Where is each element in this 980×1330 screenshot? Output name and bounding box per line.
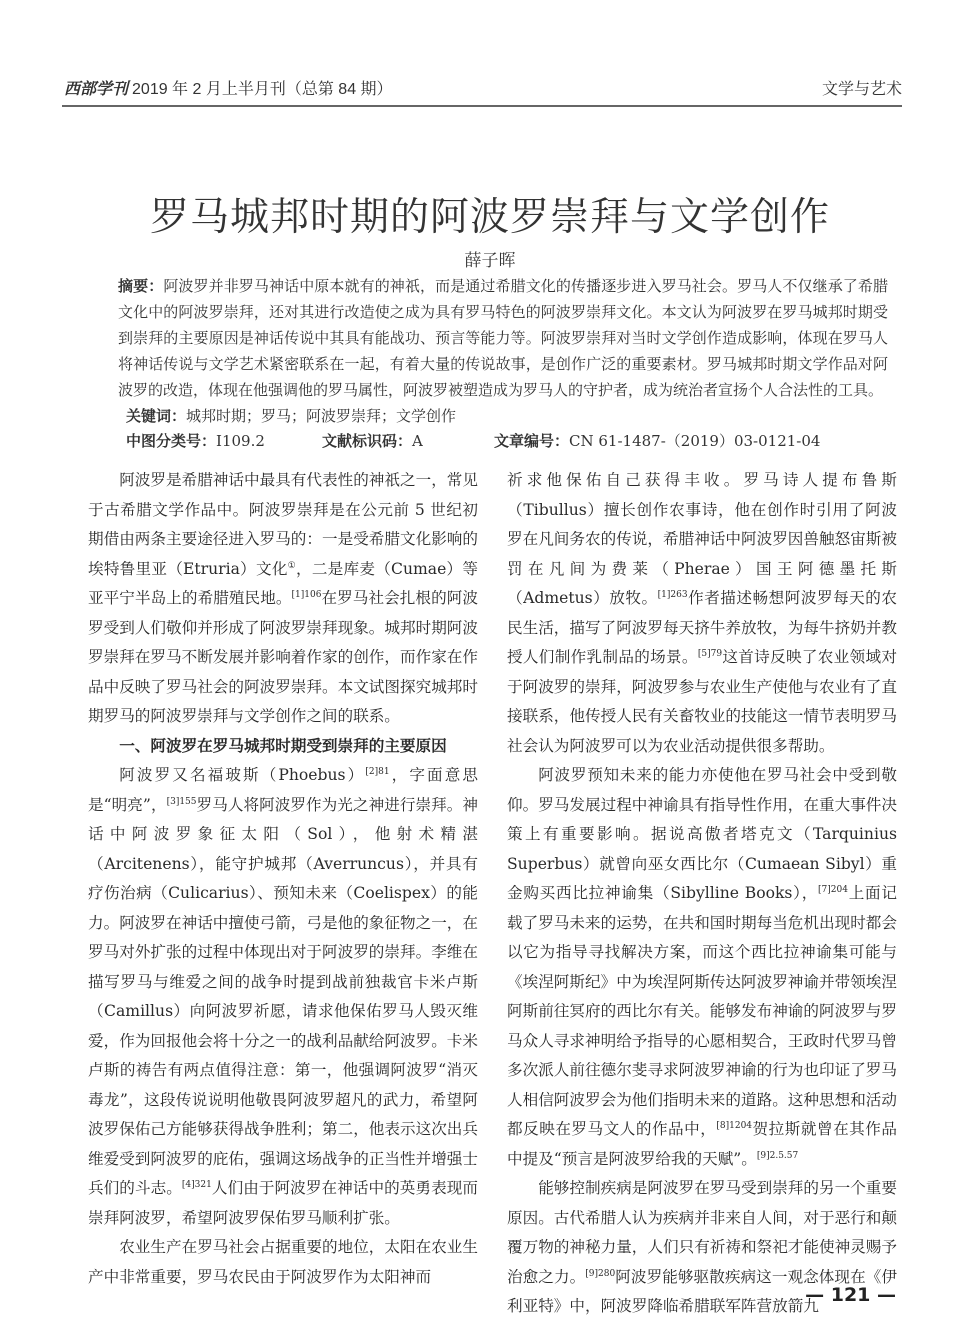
article-number-label: 文章编号： [494, 432, 570, 450]
citation-ref: [5]79 [697, 648, 723, 659]
keywords-label: 关键词： [126, 407, 187, 425]
page-number: — 121 — [805, 1284, 896, 1306]
abstract-label: 摘要： [118, 277, 164, 295]
citation-ref: [1]263 [657, 589, 688, 600]
citation-ref: [1]106 [291, 589, 322, 600]
citation-ref: [2]81 [365, 766, 390, 777]
abstract [118, 273, 888, 403]
clc-label: 中图分类号： [126, 432, 217, 450]
clc-value: I109.2 [216, 432, 265, 450]
body-column-right [507, 466, 897, 1322]
header-rule [62, 105, 902, 107]
citation-ref: [9]2.5.57 [756, 1150, 799, 1161]
running-header-left [64, 76, 393, 99]
doc-code-label: 文献标识码： [322, 432, 413, 450]
clc-number [126, 430, 265, 451]
abstract-text: 阿波罗并非罗马神话中原本就有的神祇，而是通过希腊文化的传播逐步进入罗马社会。罗马人不仅继承了希腊文化中的阿波罗崇拜，还对其进行改造使之成为具有罗马特色的阿波罗崇拜文化。本文认为阿波罗在罗马城邦时期受到崇拜的主要原因是神话传说中其具有能战功、预言等能力等。阿波罗崇拜对当时文学创作造成影响，体现在罗马人将神话传说与文学艺术紧密联系在一起，有着大量的传说故事，是创作广泛的重要素材。罗马城邦时期文学作品对阿波罗的改造，体现在他强调他的罗马属性，阿波罗被塑造成为罗马人的守护者，成为统治者宣扬个人合法性的工具。 [118, 277, 888, 399]
footnote-ref: ① [287, 560, 296, 571]
paragraph: 祈求他保佑自己获得丰收。罗马诗人提布鲁斯（Tibullus）擅长创作农事诗，他在创作时引用了阿波罗在凡间务农的传说，希腊神话中阿波罗因兽触怒宙斯被罚在凡间为费莱（Pherae）国王阿德墨托斯（Admetus）放牧。$^{[1]263}$作者描述畅想阿波罗每天的农民生活，描写了阿波罗每天挤牛养放牧，为每牛挤奶并教授人们制作乳制品的场景。$^{[5]79}$这首诗反映了农业领域对于阿波罗的崇拜，阿波罗参与农业生产使他与农业有了直接联系，他传授人民有关畜牧业的技能这一情节表明罗马社会认为阿波罗可以为农业活动提供很多帮助。 [507, 471, 897, 755]
issue-info: 2019 年 2 月上半月刊（总第 84 期） [132, 81, 393, 98]
paragraph: 阿波罗预知未来的能力亦使他在罗马社会中受到敬仰。罗马发展过程中神谕具有指导性作用，在重大事件决策上有重要影响。据说高傲者塔克文（Tarquinius Superbus）就曾向巫女西比尔（Cumaean Sibyl）重金购买西比拉神谕集（Sibylline Books），$^{[7]204}$上面记载了罗马未来的运势，在共和国时期每当危机出现时都会以它为指导寻找解决方案，而这个西比拉神谕集可能与《埃涅阿斯纪》中为埃涅阿斯传达阿波罗神谕并带领埃涅阿斯前往冥府的西比尔有关。能够发布神谕的阿波罗与罗马众人寻求神明给予指导的心愿相契合，王政时代罗马曾多次派人前往德尔斐寻求阿波罗神谕的行为也印证了罗马人相信阿波罗会为他们指明未来的道路。这种思想和活动都反映在罗马文人的作品中，$^{[8]1204}$贺拉斯就曾在其作品中提及“预言是阿波罗给我的天赋”。$^{[9]2.5.57}$ [507, 766, 897, 1168]
citation-ref: [3]155 [166, 796, 197, 807]
paragraph: 能够控制疾病是阿波罗在罗马受到崇拜的另一个重要原因。古代希腊人认为疾病并非来自人间，对于恶行和颠覆万物的神秘力量，人们只有祈祷和祭祀才能使神灵赐予治愈之力。$^{[9]280}$阿波罗能够驱散疾病这一观念体现在《伊利亚特》中，阿波罗降临希腊联军阵营放箭九 [507, 1179, 897, 1315]
citation-ref: [8]1204 [716, 1120, 753, 1131]
section-name: 文学与艺术 [821, 81, 902, 98]
document-code [322, 430, 423, 451]
paragraph: 阿波罗又名福玻斯（Phoebus）$^{[2]81}$，字面意思是“明亮”，$^{[3]155}$罗马人将阿波罗作为光之神进行崇拜。神话中阿波罗象征太阳（Sol），他射术精湛（Arcitenens），能守护城邦（Averruncus），并具有疗伤治病（Culicarius）、预知未来（Coelispex）的能力。阿波罗在神话中擅使弓箭，弓是他的象征物之一，在罗马对外扩张的过程中体现出对于阿波罗的崇拜。李维在描写罗马与维爱之间的战争时提到战前独裁官卡米卢斯（Camillus）向阿波罗祈愿，请求他保佑罗马人毁灭维爱，作为回报他会将十分之一的战利品献给阿波罗。卡米卢斯的祷告有两点值得注意：第一，他强调阿波罗“消灭毒龙”，这段传说说明他敬畏阿波罗超凡的武力，希望阿波罗保佑己方能够获得战争胜利；第二，他表示这次出兵维爱受到阿波罗的庇佑，强调这场战争的正当性并增强士兵们的斗志。$^{[4]321}$人们由于阿波罗在神话中的英勇表现而崇拜阿波罗，希望阿波罗保佑罗马顺利扩张。 [88, 766, 478, 1227]
citation-ref: [4]321 [181, 1179, 212, 1190]
article-number-value: CN 61-1487-（2019）03-0121-04 [569, 432, 821, 450]
keywords [126, 405, 456, 426]
paragraph: 农业生产在罗马社会占据重要的地位，太阳在农业生产中非常重要，罗马农民由于阿波罗作为太阳神而 [88, 1238, 478, 1286]
doc-code-value: A [412, 432, 423, 450]
article-number [494, 430, 820, 451]
article-author: 薛子晖 [464, 251, 516, 271]
paragraph: 阿波罗是希腊神话中最具有代表性的神祇之一，常见于古希腊文学作品中。阿波罗崇拜是在公元前 5 世纪初期借由两条主要途径进入罗马的：一是受希腊文化影响的埃特鲁里亚（Etruria）文化①，二是库麦（Cumae）等亚平宁半岛上的希腊殖民地。$^{[1]106}$在罗马社会扎根的阿波罗受到人们敬仰并形成了阿波罗崇拜现象。城邦时期阿波罗崇拜在罗马不断发展并影响着作家的创作，而作家在作品中反映了罗马社会的阿波罗崇拜。本文试图探究城邦时期罗马的阿波罗崇拜与文学创作之间的联系。 [88, 471, 478, 725]
keywords-text: 城邦时期；罗马；阿波罗崇拜；文学创作 [186, 407, 457, 425]
article-title: 罗马城邦时期的阿波罗崇拜与文学创作 [149, 195, 830, 241]
citation-ref: [7]204 [818, 884, 848, 895]
citation-ref: [9]280 [585, 1268, 616, 1279]
journal-name: 西部学刊 [64, 81, 129, 98]
section-heading: 一、阿波罗在罗马城邦时期受到崇拜的主要原因 [119, 736, 447, 755]
body-column-left [88, 466, 478, 1292]
